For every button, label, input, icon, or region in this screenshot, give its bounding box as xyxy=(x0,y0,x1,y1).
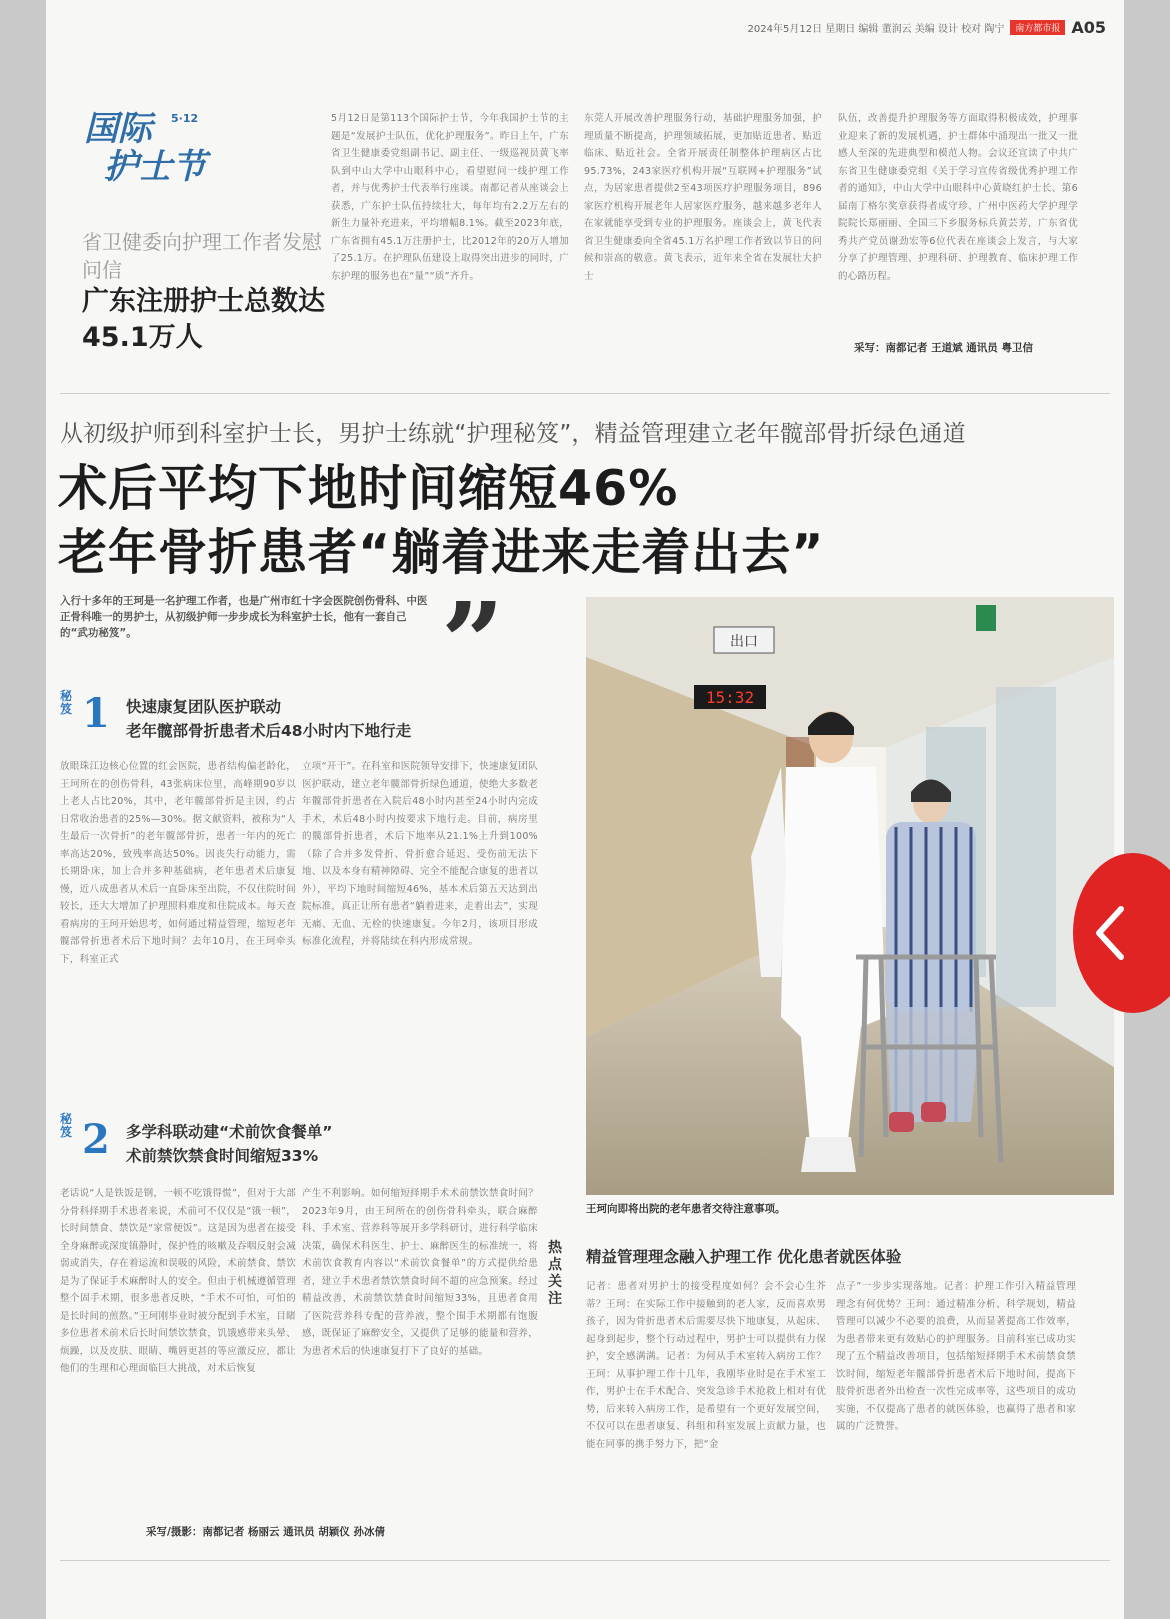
section-divider xyxy=(60,393,1110,394)
exit-sign: 出口 xyxy=(730,634,758,650)
hotspot-headline: 精益管理理念融入护理工作 优化患者就医体验 xyxy=(586,1248,902,1266)
secret2-byline: 采写/摄影：南都记者 杨丽云 通讯员 胡颖仪 孙冰倩 xyxy=(146,1526,385,1538)
secret2-col1: 老话说“人是铁饭是钢，一顿不吃饿得慌”，但对于大部分骨科择期手术患者来说，术前可不仅仅是“饿一顿”，长时间禁食、禁饮是“家常便饭”。这是因为患者在接受全身麻醉或深度镇静时，保护性的咳嗽及吞咽反射会减弱或消失，存在着运流和误吸的风险，术前禁食、禁饮是为了保证手术麻醉时人的安全。但由于机械遵循管理整个固手术期，很多患者反映，“手术不可怕，可怕的是长时间的煎熬。”王珂刚毕业时被分配到手术室，目睹多位患者术前术后长时间禁饮禁食，饥饿感带来头晕、烦躁，以及皮肤、眼睛、嘴唇更甚的等应激反应，都让他们的生理和心理面临巨大挑战，对术后恢复 xyxy=(60,1188,296,1374)
page-number: A05 xyxy=(1071,18,1106,37)
secret2-tag: 秘笈 xyxy=(60,1112,73,1139)
story1-deck: 省卫健委向护理工作者发慰问信 xyxy=(82,230,322,282)
secret2-label xyxy=(60,1113,82,1139)
main-title-line2: 老年骨折患者“躺着进来走着出去” xyxy=(58,524,825,581)
secret2-number: 2 xyxy=(82,1116,110,1163)
clock-display: 15:32 xyxy=(705,688,755,707)
secret1-head1: 快速康复团队医护联动 xyxy=(126,698,282,716)
secret2-head2: 术前禁饮禁食时间缩短33% xyxy=(126,1147,319,1165)
hospital-corridor-photo xyxy=(586,597,1114,1195)
story1-headline: 广东注册护士总数达45.1万人 xyxy=(82,286,325,353)
bottom-divider xyxy=(60,1560,1110,1561)
chevron-left-icon xyxy=(1091,903,1131,963)
story1-byline: 采写：南都记者 王道斌 通讯员 粤卫信 xyxy=(854,342,1033,354)
secret2-heading xyxy=(126,1120,332,1168)
newspaper-page xyxy=(46,0,1124,1619)
secret2-head1: 多学科联动建“术前饮食餐单” xyxy=(126,1123,333,1141)
story1-col2: 东莞人开展改善护理服务行动，基础护理服务加强，护理质量不断提高，护理领域拓展，更加贴近患者、贴近临床、贴近社会。全省开展责任制整体护理病区占比95.73%，243家医疗机构开展“互联网+护理服务”试点，为居家患者提供2至43项医疗护理服务项目，896家医疗机构开展老年人居家医疗服务，越来越多老年人在家就能享受到专业的护理服务。座谈会上，黄飞代表省卫生健康委向全省45.1万名护理工作者致以节日的问候和崇高的敬意。黄飞表示，近年来全省在发展壮大护士 xyxy=(584,113,822,282)
secret1-col1: 放眼珠江边核心位置的红会医院，患者结构偏老龄化，王珂所在的创伤骨科，43张病床位里，高峰期90岁以上老人占比20%，其中，老年髋部骨折是主因，约占日常收治患者的25%—30%。据文献资料，被称为“人生最后一次骨折”的老年髋部骨折，患者一年内的死亡率高达20%，致残率高达50%。因丧失行动能力，需长期卧床，加上合并多种基础病，老年患者术后康复慢，近八成患者从术后一直卧床至出院，不仅住院时间较长，还大大增加了护理照料难度和住院成本。每天查看病房的王珂开始思考，如何通过精益管理，缩短老年髋部骨折患者术后下地时间？去年10月，在王珂牵头下，科室正式 xyxy=(60,761,296,965)
secret1-col2: 立项“开干”。在科室和医院领导安排下，快速康复团队医护联动，建立老年髋部骨折绿色通道，使绝大多数老年髋部骨折患者在入院后48小时内甚至24小时内完成手术，术后48小时内按要求下地行走。目前，病房里的髋部骨折患者，术后下地率从21.1%上升到100%（除了合并多发骨折、骨折愈合延迟、受伤前无法下地、以及本身有精神障碍、完全不能配合康复的患者以外），平均下地时间缩短46%，基本术后第五天达到出院标准，真正让所有患者“躺着进来，走着出去”，实现无痛、无血、无栓的快速康复。今年2月，该项目形成标准化流程，并将陆续在科内形成常规。 xyxy=(302,761,538,947)
secret1-label xyxy=(60,690,82,716)
secret2-col2: 产生不利影响。如何缩短择期手术术前禁饮禁食时间？2023年9月，由王珂所在的创伤骨科牵头，联合麻醉科、手术室、营养科等展开多学科研讨，进行科学临床决策，确保术科医生、护士、麻醉医生的标准统一，将术前饮食教育内容以“术前饮食餐单”的方式提供给患者，建立手术患者禁饮禁食时间不超的应急预案。经过精益改善，术前禁饮禁食时间缩短33%，且患者食用了医院营养科专配的营养液，整个围手术期都有饱腹感，既保证了麻醉安全，又提供了足够的能量和营养，为患者术后的快速康复打下了良好的基础。 xyxy=(302,1188,538,1357)
masthead xyxy=(748,18,1106,37)
hotspot-tag: 热点关注 xyxy=(548,1240,562,1307)
logo-date: 5·12 xyxy=(171,112,199,125)
masthead-tag: 南方都市报 xyxy=(1010,20,1065,35)
secret1-head2: 老年髋部骨折患者术后48小时内下地行走 xyxy=(126,722,412,740)
logo-line2: 护士节 xyxy=(104,147,206,187)
story1-col3: 队伍，改善提升护理服务等方面取得积极成效，护理事业迎来了新的发展机遇，护士群体中涌现出一批又一批感人至深的先进典型和模范人物。会议还宣读了中共广东省卫生健康委党组《关于学习宣传省级优秀护理工作者的通知》，中山大学中山眼科中心黄晓红护士长、第6届南丁格尔奖章获得者成守珍、广州中医药大学护理学院院长郑丽丽、全国三下乡服务标兵黄芸芳，广东省优秀共产党员谢劲宏等6位代表在座谈会上发言，与大家分享了护理管理、护理科研、护理教育、临床护理工作的心路历程。 xyxy=(838,113,1078,282)
hotspot-col1: 记者：患者对男护士的接受程度如何？会不会心生芥蒂？王珂：在实际工作中接触到的老人家，反而喜欢男孩子，因为骨折患者术后需要尽快下地康复，从起床、起身到起步，整个行动过程中，男护士可以提供有力保护，安全感满满。记者：为何从手术室转入病房工作？王珂：从事护理工作十几年，我刚毕业时是在手术室工作，男护士在手术配合、突发急诊手术抢救上相对有优势，后来转入病房工作，是希望有一个更好发展空间，不仅可以在患者康复、科组和科室发展上贡献力量，也能在同事的携手努力下，把“金 xyxy=(586,1281,826,1450)
quote-mark-icon: ” xyxy=(441,578,505,707)
main-intro: 入行十多年的王珂是一名护理工作者，也是广州市红十字会医院创伤骨科、中医正骨科唯一的男护士，从初级护师一步步成长为科室护士长，他有一套自己的“武功秘笈”。 xyxy=(60,595,428,639)
hotspot-col2: 点子”一步步实现落地。记者：护理工作引入精益管理理念有何优势？王珂：通过精准分析、科学规划，精益管理可以减少不必要的浪费，从而显著提高工作效率，为患者带来更有效贴心的护理服务。目前科室已成功实现了五个精益改善项目，包括缩短择期手术术前禁食禁饮时间，缩短老年髋部骨折患者术后下地时间，提高下肢骨折患者外出检查一次性完成率等，这些项目的成功实施，不仅提高了患者的就医体验，也赢得了患者和家属的广泛赞誉。 xyxy=(836,1281,1076,1432)
secret1-heading xyxy=(126,695,411,743)
story1-col1: 5月12日是第113个国际护士节，今年我国护士节的主题是“发展护士队伍，优化护理服务”。昨日上午，广东省卫生健康委党组副书记、副主任、一级巡视员黄飞率队到中山大学中山眼科中心，看望慰问一线护理工作者，并与优秀护士代表举行座谈。南都记者从座谈会上获悉，广东护士队伍持续壮大，每年均有2.2万左右的新生力量补充进来，平均增幅8.1%。截至2023年底，广东省拥有45.1万注册护士，比2012年的20万人增加了25.1万。在护理队伍建设上取得突出进步的同时，广东护理的服务也在“量”“质”齐升。 xyxy=(331,113,569,282)
secret1-number: 1 xyxy=(82,690,110,737)
main-title-line1: 术后平均下地时间缩短46% xyxy=(58,460,679,517)
photo-caption: 王珂向即将出院的老年患者交待注意事项。 xyxy=(586,1203,786,1215)
logo-line1: 国际 xyxy=(84,109,152,149)
masthead-meta: 2024年5月12日 星期日 编辑 董润云 美编 设计 校对 陶宁 xyxy=(747,24,1005,35)
main-kicker: 从初级护师到科室护士长，男护士练就“护理秘笈”，精益管理建立老年髋部骨折绿色通道 xyxy=(60,421,966,447)
secret1-tag: 秘笈 xyxy=(60,689,73,716)
